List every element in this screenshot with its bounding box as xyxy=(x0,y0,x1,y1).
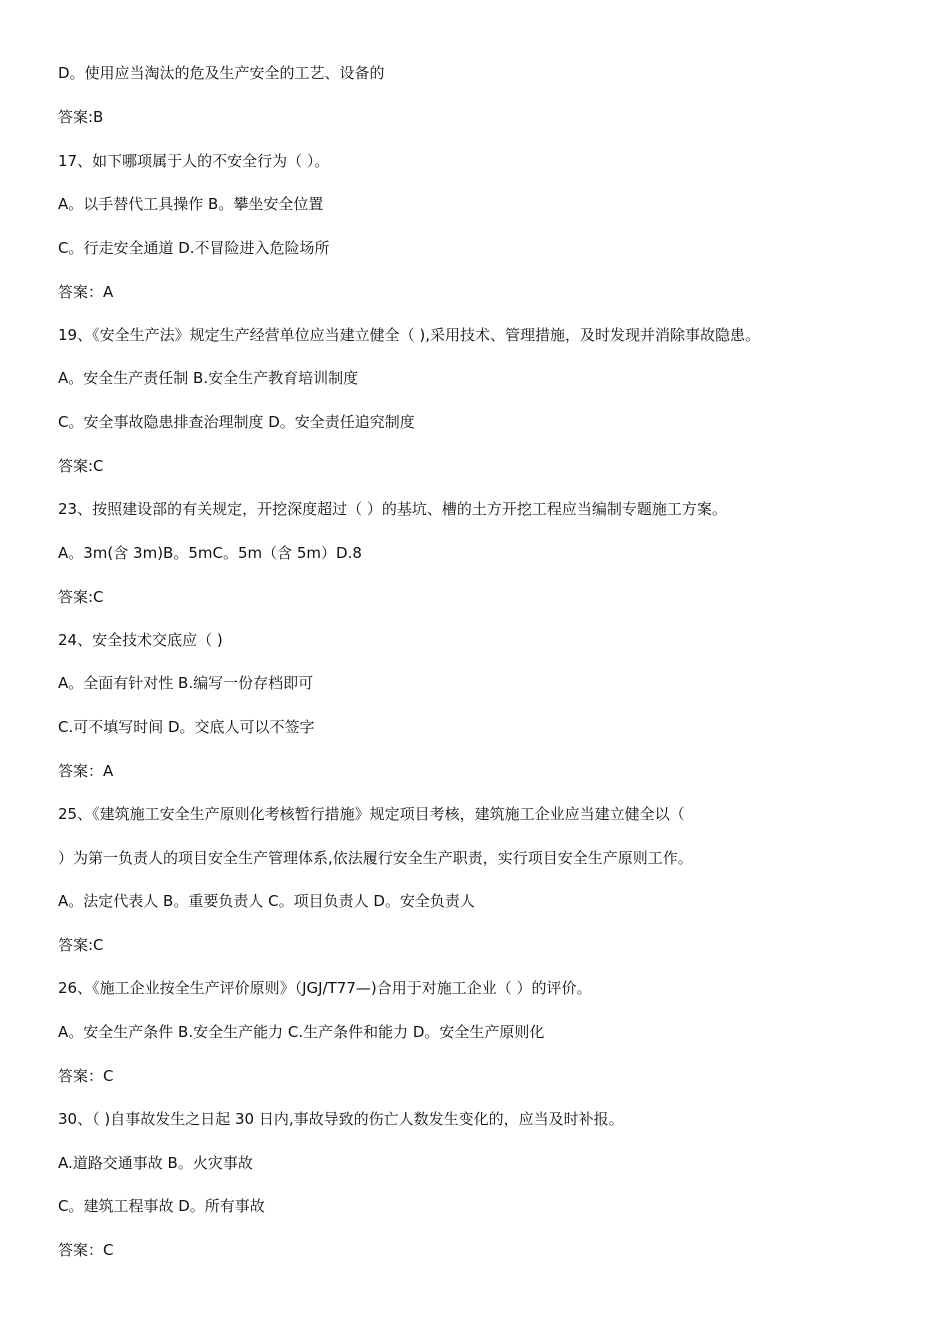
answer-line: 答案：C xyxy=(58,1241,114,1259)
question-line: 24、安全技术交底应（ ) xyxy=(58,631,223,649)
option-line: A。3m(含 3m)B。5mC。5m（含 5m）D.8 xyxy=(58,544,362,562)
answer-line: 答案：C xyxy=(58,1067,114,1085)
question-line: 30、（ )自事故发生之日起 30 日内,事故导致的伤亡人数发生变化的，应当及时补报。 xyxy=(58,1110,624,1128)
option-line: A.道路交通事故 B。火灾事故 xyxy=(58,1154,253,1172)
question-line: ）为第一负责人的项目安全生产管理体系,依法履行安全生产职责，实行项目安全生产原则工作。 xyxy=(58,849,693,867)
answer-line: 答案：A xyxy=(58,283,114,301)
option-line: C。行走安全通道 D.不冒险进入危险场所 xyxy=(58,239,330,257)
option-line: A。安全生产责任制 B.安全生产教育培训制度 xyxy=(58,369,359,387)
question-line: 17、如下哪项属于人的不安全行为（ ）。 xyxy=(58,152,330,170)
option-line: A。以手替代工具操作 B。攀坐安全位置 xyxy=(58,195,324,213)
option-line: A。法定代表人 B。重要负责人 C。项目负责人 D。安全负责人 xyxy=(58,892,475,910)
option-line: A。安全生产条件 B.安全生产能力 C.生产条件和能力 D。安全生产原则化 xyxy=(58,1023,545,1041)
answer-line: 答案:B xyxy=(58,108,104,126)
option-line: C.可不填写时间 D。交底人可以不签字 xyxy=(58,718,315,736)
option-line: C。安全事故隐患排查治理制度 D。安全责任追究制度 xyxy=(58,413,415,431)
question-line: 19、《安全生产法》规定生产经营单位应当建立健全（ ),采用技术、管理措施，及时发现并消除事故隐患。 xyxy=(58,326,760,344)
option-line: D。使用应当淘汰的危及生产安全的工艺、设备的 xyxy=(58,64,385,82)
question-line: 26、《施工企业按全生产评价原则》（JGJ/T77—)合用于对施工企业（ ）的评价。 xyxy=(58,979,592,997)
option-line: C。建筑工程事故 D。所有事故 xyxy=(58,1197,265,1215)
answer-line: 答案:C xyxy=(58,457,104,475)
question-line: 25、《建筑施工安全生产原则化考核暂行措施》规定项目考核，建筑施工企业应当建立健全以（ xyxy=(58,805,685,823)
question-line: 23、按照建设部的有关规定，开挖深度超过（ ）的基坑、槽的土方开挖工程应当编制专题施工方案。 xyxy=(58,500,727,518)
option-line: A。全面有针对性 B.编写一份存档即可 xyxy=(58,674,314,692)
answer-line: 答案:C xyxy=(58,936,104,954)
answer-line: 答案：A xyxy=(58,762,114,780)
answer-line: 答案:C xyxy=(58,588,104,606)
